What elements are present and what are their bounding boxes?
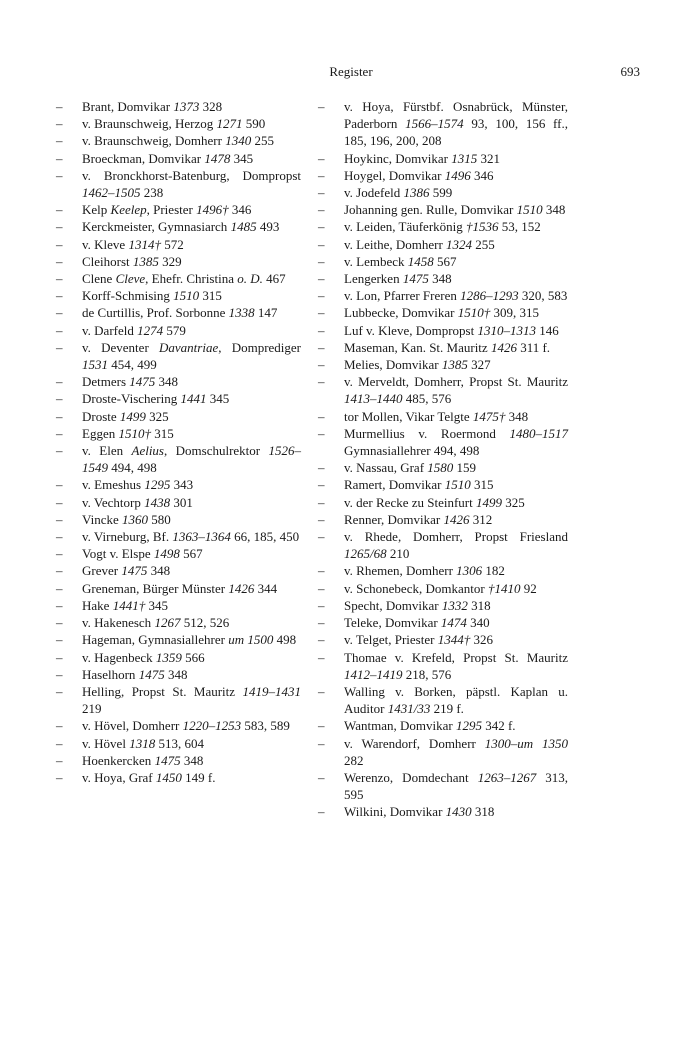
entry-italic: 1475 xyxy=(129,374,156,390)
index-entry: – v. Lembeck 1458 567 xyxy=(318,253,457,269)
index-entry: – v. Warendorf, Domherr 1300–um 1350 282 xyxy=(318,735,568,768)
entry-dash: – xyxy=(56,735,63,751)
index-entry: – Vincke 1360 580 xyxy=(56,511,171,527)
entry-dash: – xyxy=(56,752,63,768)
entry-dash: – xyxy=(56,271,63,287)
entry-dash: – xyxy=(56,116,63,132)
entry-dash: – xyxy=(56,563,63,579)
index-entry: – Wantman, Domvikar 1295 342 f. xyxy=(318,718,516,734)
entry-italic: 1499 xyxy=(119,408,146,424)
index-entry: – Lubbecke, Domvikar 1510† 309, 315 xyxy=(318,305,539,321)
index-entry: – Wilkini, Domvikar 1430 318 xyxy=(318,804,495,820)
index-entry: – Korff-Schmising 1510 315 xyxy=(56,288,222,304)
entry-italic: 1295 xyxy=(455,718,482,734)
index-entry: – Droste 1499 325 xyxy=(56,408,169,424)
index-entry: – v. Elen Aelius, Domschulrektor 1526–1549 494, 498 xyxy=(56,443,301,476)
index-entry: – v. Jodefeld 1386 599 xyxy=(318,185,453,201)
index-entry: – Detmers 1475 348 xyxy=(56,374,179,390)
entry-italic: 1344† xyxy=(437,632,471,648)
entry-italic: 1263–1267 xyxy=(477,769,537,785)
index-entry: – v. der Recke zu Steinfurt 1499 325 xyxy=(318,494,525,510)
entry-italic: 1306 xyxy=(456,563,483,579)
entry-dash: – xyxy=(318,236,325,252)
entry-dash: – xyxy=(318,202,325,218)
entry-dash: – xyxy=(318,615,325,631)
entry-italic: 1458 xyxy=(407,253,434,269)
index-entry: – Lengerken 1475 348 xyxy=(318,271,452,287)
index-entry: – Kelp Keelep, Priester 1496† 346 xyxy=(56,202,252,218)
entry-italic: 1265/68 xyxy=(344,546,387,562)
index-entry: – Brant, Domvikar 1373 328 xyxy=(56,99,223,114)
index-entry: – Melies, Domvikar 1385 327 xyxy=(318,357,491,373)
index-entry: – Hageman, Gymnasiallehrer um 1500 498 xyxy=(56,632,297,648)
entry-dash: – xyxy=(318,735,325,751)
entry-dash: – xyxy=(56,99,63,114)
index-entry: – Kerckmeister, Gymnasiarch 1485 493 xyxy=(56,219,280,235)
entry-italic: 1441† xyxy=(112,597,146,613)
index-entry: – Cleihorst 1385 329 xyxy=(56,253,182,269)
entry-italic: 1338 xyxy=(228,305,255,321)
entry-italic: 1426 xyxy=(228,580,255,596)
entry-italic: 1295 xyxy=(144,477,171,493)
entry-italic: 1580 xyxy=(427,460,454,476)
entry-dash: – xyxy=(56,391,63,407)
page-number: 693 xyxy=(620,64,640,79)
entry-dash: – xyxy=(318,185,325,201)
index-entry: – Vogt v. Elspe 1498 567 xyxy=(56,546,203,562)
entry-italic: 1300–um 1350 xyxy=(484,735,568,751)
entry-dash: – xyxy=(318,271,325,287)
index-entry: – v. Emeshus 1295 343 xyxy=(56,477,194,493)
index-entry: – Renner, Domvikar 1426 312 xyxy=(318,511,493,527)
index-entry: – Droste-Vischering 1441 345 xyxy=(56,391,230,407)
index-entry: – v. Telget, Priester 1344† 326 xyxy=(318,632,493,648)
index-entry: – v. Lon, Pfarrer Freren 1286–1293 320, 583 xyxy=(318,288,568,304)
entry-italic: 1332 xyxy=(441,597,468,613)
entry-italic: 1475 xyxy=(121,563,148,579)
index-entry: – Johanning gen. Rulle, Domvikar 1510 348 xyxy=(318,202,566,218)
entry-italic: 1315 xyxy=(451,150,478,166)
index-entry: – v. Braunschweig, Herzog 1271 590 xyxy=(56,116,266,132)
entry-italic: 1498 xyxy=(153,546,180,562)
entry-italic: 1475† xyxy=(472,408,506,424)
entry-italic: 1496 xyxy=(444,167,471,183)
index-entry: – v. Leithe, Domherr 1324 255 xyxy=(318,236,495,252)
entry-dash: – xyxy=(56,511,63,527)
entry-italic: 1510 xyxy=(173,288,200,304)
running-title: Register xyxy=(329,64,373,79)
entry-dash: – xyxy=(318,357,325,373)
index-entry: – Walling v. Borken, päpstl. Kaplan u. Auditor 1431/33 219 f. xyxy=(318,683,568,717)
entry-italic: 1510† xyxy=(457,305,491,321)
entry-italic: 1441 xyxy=(180,391,207,407)
index-entry: – tor Mollen, Vikar Telgte 1475† 348 xyxy=(318,408,529,424)
index-entry: – v. Hagenbeck 1359 566 xyxy=(56,649,205,665)
entry-dash: – xyxy=(56,339,63,355)
entry-dash: – xyxy=(318,563,325,579)
entry-italic: 1385 xyxy=(441,357,468,373)
entry-dash: – xyxy=(318,288,325,304)
entry-italic: 1360 xyxy=(122,511,149,527)
index-entry: – Teleke, Domvikar 1474 340 xyxy=(318,615,490,631)
entry-dash: – xyxy=(318,460,325,476)
index-entry: – Maseman, Kan. St. Mauritz 1426 311 f. xyxy=(318,339,551,355)
index-entry: – Hake 1441† 345 xyxy=(56,597,168,613)
index-entry: – Specht, Domvikar 1332 318 xyxy=(318,597,491,613)
entry-dash: – xyxy=(56,374,63,390)
entry-dash: – xyxy=(56,443,63,459)
index-entry: – Hoykinc, Domvikar 1315 321 xyxy=(318,150,500,166)
entry-dash: – xyxy=(56,718,63,734)
index-entry: – v. Leiden, Täuferkönig †1536 53, 152 xyxy=(318,219,541,235)
index-entry: – v. Hoya, Fürstbf. Osnabrück, Münster, Paderborn 1566–1574 93, 100, 156 ff., 185, 196, 200, 208 xyxy=(318,99,568,149)
entry-dash: – xyxy=(56,494,63,510)
index-entry: – v. Bronckhorst-Batenburg, Dompropst 1462–1505 238 xyxy=(56,167,301,201)
entry-italic: 1324 xyxy=(446,236,473,252)
entry-dash: – xyxy=(56,666,63,682)
entry-italic: 1531 xyxy=(82,357,108,373)
entry-dash: – xyxy=(318,769,325,785)
index-entry: – Thomae v. Krefeld, Propst St. Mauritz 1412–1419 218, 576 xyxy=(318,649,568,682)
entry-dash: – xyxy=(318,632,325,648)
index-entry: – v. Hövel, Domherr 1220–1253 583, 589 xyxy=(56,718,290,734)
index-entry: – Murmellius v. Roermond 1480–1517 Gymnasiallehrer 494, 498 xyxy=(318,425,568,459)
entry-italic: 1419–1431 xyxy=(242,683,301,699)
entry-dash: – xyxy=(318,322,325,338)
entry-dash: – xyxy=(56,322,63,338)
entry-italic: 1474 xyxy=(440,615,467,631)
entry-italic: 1566–1574 xyxy=(405,116,464,132)
entry-dash: – xyxy=(56,150,63,166)
entry-italic: 1475 xyxy=(402,271,429,287)
index-entry: – Helling, Propst St. Mauritz 1419–1431 219 xyxy=(56,683,301,717)
entry-italic: Davantriae xyxy=(159,339,219,355)
entry-dash: – xyxy=(318,339,325,355)
index-entry: – Hoenkercken 1475 348 xyxy=(56,752,204,768)
entry-italic: 1385 xyxy=(132,253,159,269)
entry-dash: – xyxy=(318,511,325,527)
entry-italic: 1475 xyxy=(154,752,181,768)
entry-italic: 1510† xyxy=(118,425,151,441)
entry-italic: 1510 xyxy=(444,477,471,493)
index-entry: – Eggen 1510† 315 xyxy=(56,425,174,441)
entry-italic: 1373 xyxy=(173,99,200,114)
entry-italic: 1318 xyxy=(129,735,156,751)
entry-dash: – xyxy=(56,546,63,562)
entry-italic: †1410 xyxy=(487,580,521,596)
entry-italic: 1426 xyxy=(443,511,470,527)
entry-dash: – xyxy=(318,150,325,166)
index-entry: – v. Vechtorp 1438 301 xyxy=(56,494,193,510)
entry-dash: – xyxy=(56,236,63,252)
entry-italic: 1271 xyxy=(216,116,243,132)
index-entry: – v. Hövel 1318 513, 604 xyxy=(56,735,204,751)
entry-dash: – xyxy=(318,253,325,269)
entry-italic: 1426 xyxy=(490,339,517,355)
entry-dash: – xyxy=(318,167,325,183)
entry-dash: – xyxy=(318,99,325,114)
entry-dash: – xyxy=(56,167,63,183)
entry-italic: Cleve xyxy=(115,271,146,287)
entry-dash: – xyxy=(318,683,325,699)
index-entry: – Luf v. Kleve, Dompropst 1310–1313 146 xyxy=(318,322,559,338)
entry-italic: 1412–1419 xyxy=(344,666,403,682)
entry-dash: – xyxy=(318,408,325,424)
entry-dash: – xyxy=(56,305,63,321)
index-entry: – v. Merveldt, Domherr, Propst St. Mauritz 1413–1440 485, 576 xyxy=(318,374,568,407)
index-entry: – Ramert, Domvikar 1510 315 xyxy=(318,477,494,493)
entry-dash: – xyxy=(318,425,325,441)
entry-dash: – xyxy=(318,649,325,665)
entry-italic: 1363–1364 xyxy=(172,529,231,545)
index-entry: – Greneman, Bürger Münster 1426 344 xyxy=(56,580,278,596)
entry-dash: – xyxy=(56,529,63,545)
entry-dash: – xyxy=(318,494,325,510)
index-entry: – v. Rhemen, Domherr 1306 182 xyxy=(318,563,505,579)
entry-dash: – xyxy=(56,580,63,596)
entry-dash: – xyxy=(56,615,63,631)
entry-dash: – xyxy=(318,477,325,493)
index-entry: – Hoygel, Domvikar 1496 346 xyxy=(318,167,494,183)
entry-dash: – xyxy=(56,219,63,235)
entry-dash: – xyxy=(56,769,63,785)
entry-italic: um 1500 xyxy=(228,632,274,648)
index-entry: – v. Deventer Davantriae, Domprediger 1531 454, 499 xyxy=(56,339,302,373)
entry-dash: – xyxy=(318,529,325,545)
index-entry: – v. Hakenesch 1267 512, 526 xyxy=(56,615,230,631)
entry-dash: – xyxy=(318,305,325,321)
entry-italic: 1438 xyxy=(144,494,171,510)
index-entry: – v. Kleve 1314† 572 xyxy=(56,236,184,252)
index-entry: – v. Braunschweig, Domherr 1340 255 xyxy=(56,133,274,149)
entry-dash: – xyxy=(56,425,63,441)
entry-italic: Aelius xyxy=(131,443,164,459)
entry-italic: 1413–1440 xyxy=(344,391,403,407)
index-column-right xyxy=(318,98,568,821)
entry-dash: – xyxy=(56,683,63,699)
entry-dash: – xyxy=(56,632,63,648)
entry-italic: 1430 xyxy=(445,804,472,820)
index-entry: – Haselhorn 1475 348 xyxy=(56,666,188,682)
entry-italic: 1496† xyxy=(196,202,229,218)
entry-dash: – xyxy=(318,219,325,235)
entry-italic: 1310–1313 xyxy=(477,322,536,338)
entry-italic: †1536 xyxy=(466,219,499,235)
entry-dash: – xyxy=(56,202,63,218)
entry-dash: – xyxy=(318,597,325,613)
entry-italic: 1485 xyxy=(230,219,257,235)
entry-italic: 1475 xyxy=(138,666,165,682)
entry-dash: – xyxy=(56,133,63,149)
index-entry: – v. Rhede, Domherr, Propst Friesland 1265/68 210 xyxy=(318,529,568,562)
index-entry: – v. Nassau, Graf 1580 159 xyxy=(318,460,477,476)
entry-italic: 1480–1517 xyxy=(509,425,568,441)
entry-italic: o. D. xyxy=(237,271,263,287)
entry-italic: 1220–1253 xyxy=(182,718,242,734)
entry-italic: 1314† xyxy=(128,236,161,252)
entry-dash: – xyxy=(318,804,325,820)
index-entry: – v. Hoya, Graf 1450 149 f. xyxy=(56,769,216,785)
entry-dash: – xyxy=(56,288,63,304)
entry-italic: 1274 xyxy=(137,322,164,338)
index-entry: – Clene Cleve, Ehefr. Christina o. D. 467 xyxy=(56,271,286,287)
entry-italic: 1450 xyxy=(155,769,182,785)
entry-italic: 1462–1505 xyxy=(82,185,141,201)
index-entry: – de Curtillis, Prof. Sorbonne 1338 147 xyxy=(56,305,278,321)
entry-italic: 1386 xyxy=(403,185,430,201)
entry-italic: 1478 xyxy=(204,150,231,166)
entry-italic: 1267 xyxy=(154,615,181,631)
index-entry: – Grever 1475 348 xyxy=(56,563,171,579)
index-entry: – v. Darfeld 1274 579 xyxy=(56,322,186,338)
index-column-left xyxy=(56,98,301,786)
entry-italic: 1510 xyxy=(516,202,543,218)
entry-italic: 1499 xyxy=(476,494,502,510)
index-entry: – v. Virneburg, Bf. 1363–1364 66, 185, 450 xyxy=(56,529,300,545)
index-entry: – Werenzo, Domdechant 1263–1267 313, 595 xyxy=(318,769,569,803)
entry-dash: – xyxy=(318,580,325,596)
entry-dash: – xyxy=(318,374,325,390)
entry-italic: 1359 xyxy=(155,649,182,665)
entry-italic: 1340 xyxy=(225,133,252,149)
entry-dash: – xyxy=(56,597,63,613)
index-entry: – Broeckman, Domvikar 1478 345 xyxy=(56,150,254,166)
index-entry: – v. Schonebeck, Domkantor †1410 92 xyxy=(318,580,537,596)
entry-dash: – xyxy=(56,477,63,493)
entry-italic: Keelep xyxy=(110,202,147,218)
entry-dash: – xyxy=(56,253,63,269)
entry-dash: – xyxy=(56,649,63,665)
entry-dash: – xyxy=(56,408,63,424)
entry-italic: 1286–1293 xyxy=(460,288,519,304)
entry-dash: – xyxy=(318,718,325,734)
page-header xyxy=(62,64,640,82)
entry-italic: 1526–1549 xyxy=(82,443,301,476)
entry-italic: 1431/33 xyxy=(387,701,431,717)
